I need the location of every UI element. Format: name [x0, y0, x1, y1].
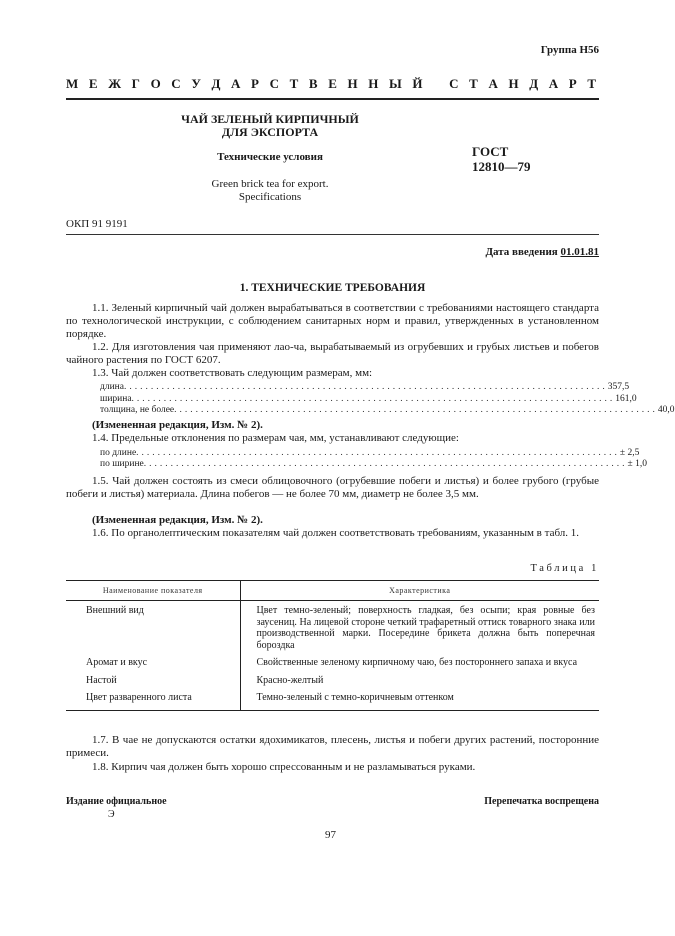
english-line: Specifications — [238, 191, 302, 203]
paragraph-1-8: 1.8. Кирпич чая должен быть хорошо спрессованным и не разламываться руками. — [92, 761, 476, 773]
table-row — [66, 601, 599, 654]
banner-letter: Ы — [388, 76, 405, 91]
column-header: Характеристика — [240, 581, 599, 601]
gost-code: 12810—79 — [472, 159, 531, 174]
standard-banner — [66, 76, 599, 92]
tolerance-value: ± 2,5 — [619, 448, 640, 458]
leader-dots: .......................................................................................... — [174, 405, 658, 415]
table-header-row — [66, 581, 599, 601]
title-line: ЧАЙ ЗЕЛЕНЫЙ КИРПИЧНЫЙ — [181, 112, 359, 126]
dimension-row — [100, 405, 675, 415]
banner-letter: Й — [412, 76, 426, 91]
banner-letter: А — [231, 76, 244, 91]
banner-letter: А — [488, 76, 501, 91]
banner-letter: С — [269, 76, 282, 91]
dimension-name: толщина, не более — [100, 405, 175, 415]
dimension-row — [100, 394, 637, 404]
dimension-row — [100, 382, 630, 392]
banner-letter: Г — [131, 76, 143, 91]
organoleptic-table — [66, 580, 599, 711]
reprint-prohibited: Перепечатка воспрещена — [484, 796, 599, 807]
edition-mark: Э — [108, 809, 115, 820]
indicator-value: Цвет темно-зеленый; поверхность гладкая, без осыпи; края ровные без заусениц. На лицевой стороне четкий трафаретный оттиск товарного знака или производственной марки. Посередине брикета должна быть поперечная бороздка — [256, 605, 595, 651]
banner-letter: Ж — [108, 76, 124, 91]
leader-dots: .......................................................................................... — [123, 382, 608, 392]
banner-letter: Е — [328, 76, 340, 91]
column-header: Наименование показателя — [66, 581, 240, 601]
table-row — [66, 688, 599, 710]
dimension-value: 40,0 — [657, 405, 675, 415]
indicator-name: Внешний вид — [66, 601, 240, 654]
paragraph-1-6: 1.6. По органолептическим показателям чай должен соответствовать требованиям, указанным в табл. 1. — [92, 527, 580, 539]
amendment-note: (Измененная редакция, Изм. № 2). — [92, 419, 263, 431]
okp-rule — [66, 234, 599, 235]
section-title: 1. ТЕХНИЧЕСКИЕ ТРЕБОВАНИЯ — [239, 282, 426, 294]
header-rule — [66, 98, 599, 100]
amendment-note: (Измененная редакция, Изм. № 2). — [92, 514, 263, 526]
banner-letter: А — [548, 76, 561, 91]
dimension-name: длина — [100, 382, 124, 392]
banner-letter: Т — [469, 76, 481, 91]
tolerance-row — [100, 459, 647, 469]
banner-letter: Т — [289, 76, 301, 91]
document-subtitle: Технические условия — [217, 151, 323, 163]
table-row — [66, 671, 599, 689]
banner-letter: Т — [587, 76, 599, 91]
date-label: Дата введения — [485, 246, 558, 258]
banner-letter: С — [171, 76, 184, 91]
indicator-value: Темно-зеленый с темно-коричневым оттенком — [240, 688, 599, 710]
english-title — [170, 178, 370, 204]
tolerance-name: по ширине — [100, 459, 144, 469]
date-value: 01.01.81 — [560, 246, 599, 258]
banner-letter: С — [449, 76, 462, 91]
tolerance-value: ± 1,0 — [627, 459, 647, 469]
tolerance-name: по длине — [100, 448, 137, 458]
banner-letter: Н — [347, 76, 361, 91]
paragraph-1-5: 1.5. Чай должен состоять из смеси облицовочного (огрубевшие побеги и листья) и более грубого (грубые побеги и листья) материала. Длина побегов — не более 70 мм, диаметр не более 3,5 мм. — [66, 475, 599, 500]
page-number: 97 — [325, 829, 336, 841]
banner-letter: Н — [508, 76, 522, 91]
banner-letter: Р — [568, 76, 580, 91]
indicator-name: Цвет разваренного листа — [66, 688, 240, 710]
group-code: Группа Н56 — [540, 44, 599, 56]
okp-code: ОКП 91 9191 — [66, 218, 128, 230]
banner-letter: Е — [88, 76, 101, 91]
banner-letter: О — [150, 76, 164, 91]
gost-number — [472, 144, 531, 174]
effective-date — [485, 246, 599, 258]
paragraph-1-7: 1.7. В чае не допускаются остатки ядохимикатов, плесень, листья и побеги других растений, посторонние примеси. — [66, 734, 599, 759]
dimension-name: ширина — [100, 394, 132, 404]
tolerance-row — [100, 448, 640, 458]
paragraph-1-3: 1.3. Чай должен соответствовать следующим размерам, мм: — [92, 367, 373, 379]
table-caption: Таблица 1 — [530, 563, 599, 574]
gost-label: ГОСТ — [472, 144, 509, 159]
leader-dots: .......................................................................................... — [131, 394, 616, 404]
banner-letter: Д — [529, 76, 541, 91]
official-edition: Издание официальное — [66, 796, 167, 807]
banner-letter: Д — [211, 76, 224, 91]
leader-dots: .......................................................................................... — [136, 448, 620, 458]
dimension-value: 161,0 — [615, 394, 637, 404]
paragraph-1-1: 1.1. Зеленый кирпичный чай должен вырабатываться в соответствии с требованиями настоящего стандарта по технологической инструкции, с соблюдением санитарных норм и правил, утвержденных в установленном порядке. — [66, 302, 599, 340]
banner-letter: Н — [368, 76, 381, 91]
banner-letter: У — [191, 76, 204, 91]
paragraph-1-4: 1.4. Предельные отклонения по размерам чая, мм, устанавливают следующие: — [92, 432, 459, 444]
indicator-name: Аромат и вкус — [66, 653, 240, 671]
paragraph-1-2: 1.2. Для изготовления чая применяют лао-ча, вырабатываемый из огрубевших и грубых листьев и побегов чайного растения по ГОСТ 6207. — [66, 341, 599, 366]
banner-letter: Р — [251, 76, 262, 91]
banner-letter: В — [308, 76, 321, 91]
indicator-value: Красно-желтый — [256, 674, 324, 686]
title-line: ДЛЯ ЭКСПОРТА — [221, 125, 319, 139]
dimension-value: 357,5 — [607, 382, 630, 392]
english-line: Green brick tea for export. — [211, 178, 329, 190]
banner-letter: М — [66, 76, 81, 91]
table-row — [66, 653, 599, 671]
document-title — [170, 113, 370, 139]
indicator-name: Настой — [66, 671, 240, 689]
leader-dots: .......................................................................................... — [143, 459, 628, 469]
indicator-value: Свойственные зеленому кирпичному чаю, без постороннего запаха и вкуса — [256, 657, 578, 668]
